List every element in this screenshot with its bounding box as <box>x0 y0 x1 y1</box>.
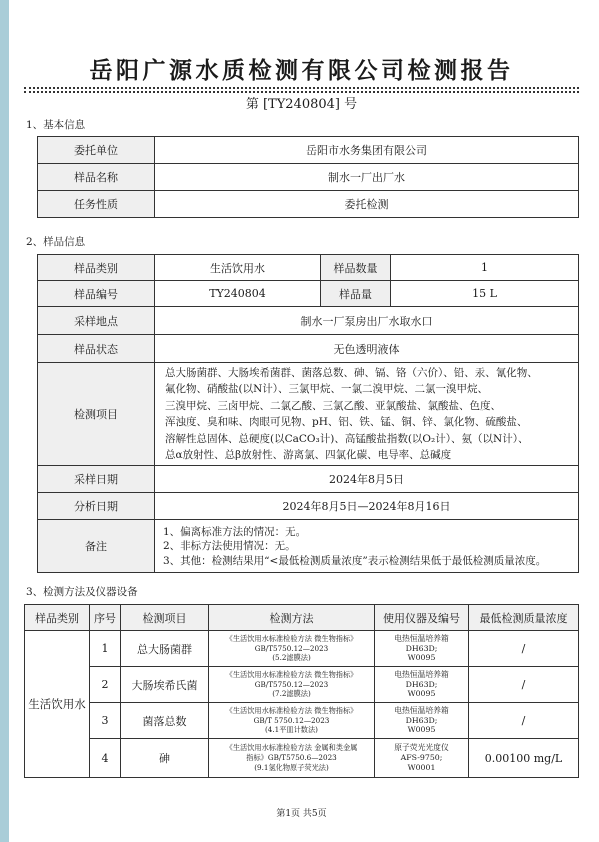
remark-line: 3、其他：检测结果用“<最低检测质量浓度”表示检测结果低于最低检测质量浓度。 <box>163 554 547 567</box>
methods-table <box>24 604 579 778</box>
report-page <box>24 0 579 842</box>
analysis-date-label: 分析日期 <box>38 493 155 520</box>
sample-type-value: 生活饮用水 <box>155 255 321 281</box>
row-equipment <box>375 703 469 739</box>
test-items-label: 检测项目 <box>38 363 155 466</box>
task-nature-value: 委托检测 <box>155 191 579 218</box>
equipment-line: W0001 <box>407 762 436 772</box>
header-no: 序号 <box>90 605 121 631</box>
row-equipment <box>375 739 469 778</box>
table-row <box>25 631 579 667</box>
section-1-heading: 1、基本信息 <box>26 119 86 131</box>
sample-qty-value: 1 <box>391 255 579 281</box>
sampling-site-label: 采样地点 <box>38 307 155 335</box>
row-no: 2 <box>90 667 121 703</box>
table-row <box>38 363 579 466</box>
table-row <box>25 739 579 778</box>
sample-name-value: 制水一厂出厂水 <box>155 164 579 191</box>
equipment-line: 电热恒温培养箱 <box>394 633 449 643</box>
test-items-line: 溶解性总固体、总硬度(以CaCO₃计)、高锰酸盐指数(以O₂计）、氨（以N计）、 <box>165 432 529 445</box>
sample-state-value: 无色透明液体 <box>155 335 579 363</box>
method-line: (9.1氢化物原子荧光法) <box>254 762 329 772</box>
header-min-conc: 最低检测质量浓度 <box>469 605 579 631</box>
equipment-line: W0095 <box>407 725 436 735</box>
basic-info-table <box>37 136 579 218</box>
method-line: (5.2滤膜法) <box>272 653 311 663</box>
task-nature-label: 任务性质 <box>38 191 155 218</box>
equipment-line: 原子荧光光度仪 <box>394 743 449 753</box>
equipment-line: W0095 <box>407 653 436 663</box>
table-row <box>38 281 579 307</box>
row-item: 大肠埃希氏菌 <box>121 667 209 703</box>
analysis-date-value: 2024年8月5日—2024年8月16日 <box>155 493 579 520</box>
section-3-heading: 3、检测方法及仪器设备 <box>26 586 138 598</box>
table-header-row <box>25 605 579 631</box>
table-row <box>25 667 579 703</box>
method-line: GB/T5750.12—2023 <box>254 643 329 653</box>
row-no: 4 <box>90 739 121 778</box>
sample-name-label: 样品名称 <box>38 164 155 191</box>
table-row <box>38 307 579 335</box>
method-line: 《生活饮用水标准检验方法 微生物指标》 <box>225 705 358 715</box>
row-item: 砷 <box>121 739 209 778</box>
table-row <box>25 703 579 739</box>
client-label: 委托单位 <box>38 137 155 164</box>
table-row <box>38 493 579 520</box>
header-method: 检测方法 <box>209 605 375 631</box>
equipment-line: DH63D; <box>405 715 438 725</box>
method-line: 《生活饮用水标准检验方法 微生物指标》 <box>225 633 358 643</box>
sample-state-label: 样品状态 <box>38 335 155 363</box>
header-category: 样品类别 <box>25 605 90 631</box>
header-item: 检测项目 <box>121 605 209 631</box>
remark-line: 1、偏离标准方法的情况：无。 <box>163 525 307 538</box>
test-items-line: 总α放射性、总β放射性、游离氯、四氯化碳、电导率、总碱度 <box>165 449 452 462</box>
table-row <box>38 137 579 164</box>
row-equipment <box>375 667 469 703</box>
sample-amount-label: 样品量 <box>321 281 391 307</box>
row-item: 菌落总数 <box>121 703 209 739</box>
test-items-value <box>155 363 579 466</box>
table-row <box>38 164 579 191</box>
sampling-date-value: 2024年8月5日 <box>155 466 579 493</box>
page-footer: 第1页 共5页 <box>276 809 327 819</box>
report-number: 第 [TY240804] 号 <box>245 97 358 112</box>
sample-no-label: 样品编号 <box>38 281 155 307</box>
method-line: GB/T 5750.12—2023 <box>253 715 330 725</box>
row-equipment <box>375 631 469 667</box>
sample-info-table <box>37 254 579 573</box>
test-items-line: 总大肠菌群、大肠埃希菌群、菌落总数、砷、镉、铬（六价）、铅、汞、氰化物、 <box>165 367 538 379</box>
equipment-line: 电热恒温培养箱 <box>394 705 449 715</box>
sampling-site-value: 制水一厂泵房出厂水取水口 <box>155 307 579 335</box>
row-no: 1 <box>90 631 121 667</box>
header-equipment: 使用仪器及编号 <box>375 605 469 631</box>
sample-type-label: 样品类别 <box>38 255 155 281</box>
test-items-line: 三溴甲烷、三卤甲烷、二氯乙酸、三氯乙酸、亚氯酸盐、氯酸盐、色度、 <box>165 399 501 412</box>
report-title: 岳阳广源水质检测有限公司检测报告 <box>89 58 514 84</box>
method-line: GB/T5750.12—2023 <box>254 679 329 689</box>
section-2-heading: 2、样品信息 <box>26 236 86 248</box>
row-min-conc: / <box>469 667 579 703</box>
table-row <box>38 335 579 363</box>
sample-qty-label: 样品数量 <box>321 255 391 281</box>
scan-edge-strip <box>0 0 9 842</box>
method-line: 《生活饮用水标准检验方法 微生物指标》 <box>225 669 358 679</box>
row-min-conc: / <box>469 631 579 667</box>
remarks-value <box>155 520 579 573</box>
table-row <box>38 466 579 493</box>
equipment-line: AFS-9750; <box>400 753 443 763</box>
row-min-conc: / <box>469 703 579 739</box>
row-method <box>209 739 375 778</box>
row-method <box>209 667 375 703</box>
sample-no-value: TY240804 <box>155 281 321 307</box>
remark-line: 2、非标方法使用情况：无。 <box>163 540 296 553</box>
category-cell: 生活饮用水 <box>25 631 90 778</box>
remarks-label: 备注 <box>38 520 155 573</box>
row-no: 3 <box>90 703 121 739</box>
method-line: 《生活饮用水标准检验方法 金属和类金属 <box>225 743 358 753</box>
table-row <box>38 191 579 218</box>
sample-amount-value: 15 L <box>391 281 579 307</box>
client-value: 岳阳市水务集团有限公司 <box>155 137 579 164</box>
equipment-line: 电热恒温培养箱 <box>394 669 449 679</box>
equipment-line: DH63D; <box>405 679 438 689</box>
table-row <box>38 255 579 281</box>
row-method <box>209 703 375 739</box>
test-items-line: 浑浊度、臭和味、肉眼可见物、pH、铝、铁、锰、铜、锌、氯化物、硫酸盐、 <box>165 416 528 429</box>
sampling-date-label: 采样日期 <box>38 466 155 493</box>
method-line: (4.1平皿计数法) <box>265 725 318 735</box>
row-method <box>209 631 375 667</box>
test-items-line: 氟化物、硝酸盐(以N计）、三氯甲烷、一氯二溴甲烷、二氯一溴甲烷、 <box>165 383 489 396</box>
equipment-line: DH63D; <box>405 643 438 653</box>
table-row <box>38 520 579 573</box>
method-line: 指标》GB/T5750.6—2023 <box>246 753 337 763</box>
method-line: (7.2滤膜法) <box>272 689 311 699</box>
equipment-line: W0095 <box>407 689 436 699</box>
title-divider-top <box>24 87 579 89</box>
row-item: 总大肠菌群 <box>121 631 209 667</box>
row-min-conc: 0.00100 mg/L <box>469 739 579 778</box>
